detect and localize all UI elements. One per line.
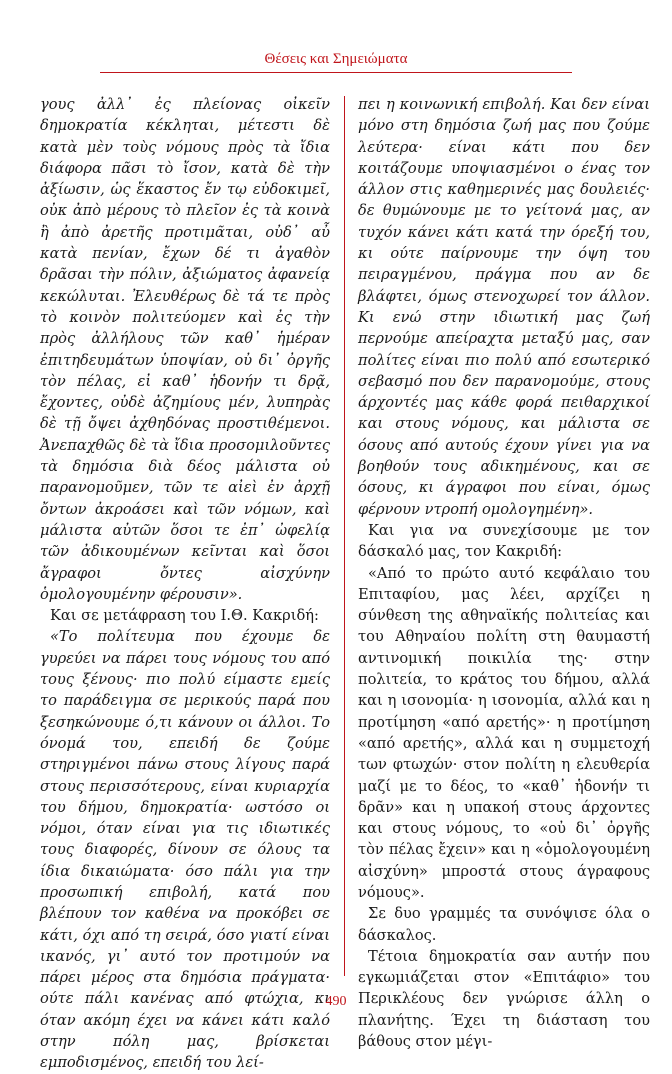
right-column [358, 94, 650, 1052]
translation-intro: Και σε μετάφραση του Ι.Θ. Κακριδή: [50, 607, 319, 625]
running-header: Θέσεις και Σημειώματα [264, 51, 408, 67]
left-column [40, 94, 330, 1074]
kakridis-quote: «Από το πρώτο αυτό κεφάλαιο του Επιταφίου, μας λέει, αρχίζει η σύνθεση της αθηναϊκής πολιτείας και του Αθηναίου πολίτη στη θαυμαστή αντινομική ποικιλία της· στην πολιτεία, το κράτος του δήμου, αλλά και η ισονομία· η ισονομία, αλλά και η προτίμηση «από αρετής»· η προτίμηση «από αρετής», αλλά και η συμμετοχή των φτωχών· στον πολίτη η ελευθερία μαζί με το δέος, το «καθ᾽ ἡδονήν τι δρᾶν» και η υπακοή στους άρχοντες και στους νόμους, το «οὐ δι᾽ ὀργῆς τὸν πέλας ἔχειν» και η «ὁμολογουμένη αἰσχύνη» μπροστά στους άγραφους νόμους». [358, 564, 650, 901]
header-rule [100, 72, 572, 73]
paragraph-summary: Σε δυο γραμμές τα συνόψισε όλα ο δάσκαλος. [358, 905, 650, 944]
paragraph-democracy: Τέτοια δημοκρατία σαν αυτήν που εγκωμιάζεται στον «Επιτάφιο» του Περικλέους δεν γνώρισε άλλη ο πλανήτης. Έχει τη διάσταση του βάθους στον μέγι- [358, 947, 650, 1051]
ancient-greek-quote: γους ἀλλ᾽ ἐς πλείονας οἰκεῖν δημοκρατία κέκληται, μέτεστι δὲ κατὰ μὲν τοὺς νόμους πρὸς τὰ ἴδια διάφορα πᾶσι τὸ ἴσον, κατὰ δὲ τὴν ἀξίωσιν, ὡς ἕκαστος ἔν τῳ εὐδοκιμεῖ, οὐκ ἀπὸ μέρους τὸ πλεῖον ἐς τὰ κοινὰ ἢ ἀπὸ ἀρετῆς προτιμᾶται, οὐδ᾽ αὖ κατὰ πενίαν, ἔχων δέ τι ἀγαθὸν δρᾶσαι τὴν πόλιν, ἀξιώματος ἀφανείᾳ κεκώλυται. Ἐλευθέρως δὲ τά τε πρὸς τὸ κοινὸν πολιτεύομεν καὶ ἐς τὴν πρὸς ἀλλήλους τῶν καθ᾽ ἡμέραν ἐπιτηδευμάτων ὑποψίαν, οὐ δι᾽ ὀργῆς τὸν πέλας, εἰ καθ᾽ ἡδονήν τι δρᾷ, ἔχοντες, οὐδὲ ἀζημίους μέν, λυπηρὰς δὲ τῇ ὄψει ἀχθηδόνας προστιθέμενοι. Ἀνεπαχθῶς δὲ τὰ ἴδια προσομιλοῦντες τὰ δημόσια διὰ δέος μάλιστα οὐ παρανομοῦμεν, τῶν τε αἰεὶ ἐν ἀρχῇ ὄντων ἀκροάσει καὶ τῶν νόμων, καὶ μάλιστα αὐτῶν ὅσοι τε ἐπ᾽ ὠφελίᾳ τῶν ἀδικουμένων κεῖνται καὶ ὅσοι ἄγραφοι ὄντες αἰσχύνην ὁμολογουμένην φέρουσιν». [40, 96, 330, 603]
translation-quote: «Το πολίτευμα που έχουμε δε γυρεύει να πάρει τους νόμους του από τους ξένους· πιο πολύ είμαστε εμείς το παράδειγμα σε μερικούς παρά που ξεσηκώνουμε ό,τι κάνουν οι άλλοι. Το όνομά του, επειδή δε ζούμε στηριγμένοι πάνω στους λίγους παρά στους περισσότερους, είναι κυριαρχία του δήμου, δημοκρατία· ωστόσο οι νόμοι, όταν είναι για τις ιδιωτικές τους διαφορές, δίνουν σε όλους τα ίδια δικαιώματα· όσο πάλι για την προσωπική επιβολή, κατά που βλέπουν τον καθένα να προκόβει σε κάτι, όχι από τη σειρά, όσο γιατί είναι ικανός, γι᾽ αυτό τον προτιμούν να πάρει μέρος στα δημόσια πράγματα· ούτε πάλι κανένας από φτώχια, κι όταν ακόμη έχει να κάνει κάτι καλό στην πόλη μας, βρίσκεται εμποδισμένος, επειδή του λεί- [40, 628, 330, 1072]
page-number: 490 [325, 994, 347, 1009]
paragraph-intro-kakridis: Και για να συνεχίσουμε με τον δάσκαλό μας, τον Κακριδή: [358, 521, 650, 561]
column-divider [344, 96, 345, 976]
translation-quote-continued: πει η κοινωνική επιβολή. Και δεν είναι μόνο στη δημόσια ζωή μας που ζούμε λεύτερα· είναι κάτι που δεν κοιτάζουμε υποψιασμένοι ο ένας τον άλλον στις καθημερινές μας δουλειές· δε θυμώνουμε με το γείτονά μας, αν τυχόν κάνει κάτι κατά την όρεξή του, κι ούτε παίρνουμε την όψη του πειραγμένου, πράγμα που αν δε βλάφτει, όμως στενοχωρεί τον άλλον. Κι ενώ στην ιδιωτική μας ζωή περνούμε απείραχτα μεταξύ μας, σαν πολίτες είναι πιο πολύ από εσωτερικό σεβασμό που δεν παρανομούμε, στους άρχοντές μας κάθε φορά πειθαρχικοί και στους νόμους, και μάλιστα σε όσους από αυτούς έχουν γίνει για να βοηθούν τους αδικημένους, και σε όσους, κι άγραφοι που είναι, όμως φέρνουν ντροπή ομολογημένη». [358, 96, 650, 518]
